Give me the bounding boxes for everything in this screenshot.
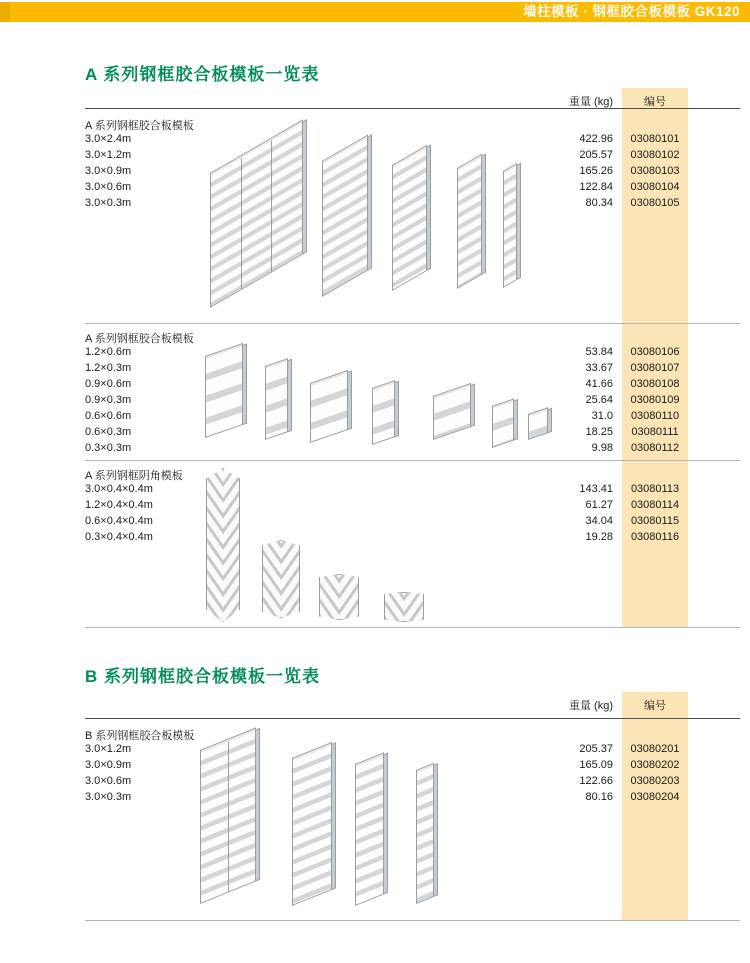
corner-formwork-panel-drawing — [384, 592, 424, 622]
weight-cell: 53.84 — [585, 346, 613, 358]
code-cell: 03080103 — [630, 165, 680, 177]
weight-cell: 34.04 — [585, 515, 613, 527]
weight-cell: 33.67 — [585, 362, 613, 374]
code-cell: 03080201 — [630, 743, 680, 755]
weight-cell: 9.98 — [591, 442, 613, 454]
code-cell: 03080105 — [630, 197, 680, 209]
code-cell: 03080107 — [630, 362, 680, 374]
banner-accent-block — [0, 2, 10, 22]
code-cell: 03080104 — [630, 181, 680, 193]
table-row — [85, 742, 740, 758]
weight-cell: 422.96 — [579, 133, 613, 145]
table-row — [85, 425, 740, 441]
table-row — [85, 345, 740, 361]
dimension-cell: 0.3×0.3m — [85, 442, 132, 454]
code-cell: 03080109 — [630, 394, 680, 406]
weight-cell: 61.27 — [585, 499, 613, 511]
group-label: A 系列钢框胶合板模板 — [85, 333, 194, 345]
weight-cell: 41.66 — [585, 378, 613, 390]
table-row — [85, 498, 740, 514]
table-row — [85, 409, 740, 425]
table-row — [85, 132, 740, 148]
code-cell: 03080203 — [630, 775, 680, 787]
weight-cell: 143.41 — [579, 483, 613, 495]
dimension-cell: 0.9×0.6m — [85, 378, 132, 390]
dimension-cell: 1.2×0.6m — [85, 346, 132, 358]
weight-cell: 165.26 — [579, 165, 613, 177]
table-row — [85, 441, 740, 457]
dimension-cell: 3.0×2.4m — [85, 133, 132, 145]
dimension-cell: 3.0×0.3m — [85, 791, 132, 803]
code-cell: 03080106 — [630, 346, 680, 358]
dimension-cell: 1.2×0.3m — [85, 362, 132, 374]
dimension-cell: 3.0×1.2m — [85, 743, 132, 755]
dimension-cell: 3.0×1.2m — [85, 149, 132, 161]
code-cell: 03080202 — [630, 759, 680, 771]
code-cell: 03080113 — [630, 483, 680, 495]
table-row — [85, 377, 740, 393]
code-cell: 03080101 — [630, 133, 680, 145]
table-group-label — [85, 329, 740, 345]
table-group-label — [85, 466, 740, 482]
code-cell: 03080115 — [630, 515, 680, 527]
code-cell: 03080112 — [630, 442, 680, 454]
code-cell: 03080204 — [630, 791, 680, 803]
table-row — [85, 790, 740, 806]
table-a-bottom-rule — [85, 627, 740, 628]
table-row — [85, 482, 740, 498]
table-row — [85, 530, 740, 546]
table-a-separator-1 — [85, 323, 740, 324]
weight-cell: 31.0 — [591, 410, 613, 422]
weight-cell: 205.57 — [579, 149, 613, 161]
table-b-bottom-rule — [85, 920, 740, 921]
code-cell: 03080114 — [630, 499, 680, 511]
top-banner — [0, 2, 750, 22]
dimension-cell: 1.2×0.4×0.4m — [85, 499, 153, 511]
table-b-header-rule — [85, 718, 740, 719]
corner-formwork-panel-drawing — [319, 574, 359, 620]
table-group-label — [85, 726, 740, 742]
table-row — [85, 180, 740, 196]
dimension-cell: 0.6×0.3m — [85, 426, 132, 438]
weight-cell: 18.25 — [585, 426, 613, 438]
dimension-cell: 3.0×0.6m — [85, 181, 132, 193]
corner-formwork-panel-drawing — [262, 540, 300, 618]
code-cell: 03080111 — [631, 426, 679, 438]
table-a-separator-2 — [85, 460, 740, 461]
table-row — [85, 393, 740, 409]
dimension-cell: 3.0×0.9m — [85, 165, 132, 177]
dimension-cell: 0.6×0.6m — [85, 410, 132, 422]
table-a-header-row — [85, 92, 740, 108]
weight-column-header: 重量 (kg) — [569, 96, 613, 108]
table-row — [85, 758, 740, 774]
table-row — [85, 148, 740, 164]
weight-cell: 80.34 — [585, 197, 613, 209]
section-b-title: B 系列钢框胶合板模板一览表 — [85, 667, 320, 686]
weight-cell: 205.37 — [579, 743, 613, 755]
table-row — [85, 774, 740, 790]
group-label: A 系列钢框阴角模板 — [85, 470, 183, 482]
banner-title: 墙柱模板 · 钢框胶合板模板 GK120 — [522, 4, 740, 19]
code-cell: 03080108 — [630, 378, 680, 390]
table-row — [85, 164, 740, 180]
weight-cell: 25.64 — [585, 394, 613, 406]
table-group-label — [85, 116, 740, 132]
weight-cell: 122.84 — [579, 181, 613, 193]
dimension-cell: 3.0×0.4×0.4m — [85, 483, 153, 495]
code-cell: 03080102 — [630, 149, 680, 161]
table-b-header-row — [85, 696, 740, 712]
dimension-cell: 3.0×0.6m — [85, 775, 132, 787]
code-column-header: 编号 — [644, 700, 666, 712]
code-cell: 03080116 — [630, 531, 680, 543]
dimension-cell: 0.3×0.4×0.4m — [85, 531, 153, 543]
group-label: B 系列钢框胶合板模板 — [85, 730, 195, 742]
weight-cell: 165.09 — [579, 759, 613, 771]
dimension-cell: 0.6×0.4×0.4m — [85, 515, 153, 527]
weight-cell: 19.28 — [585, 531, 613, 543]
weight-column-header: 重量 (kg) — [569, 700, 613, 712]
code-column-header: 编号 — [644, 96, 666, 108]
weight-cell: 80.16 — [585, 791, 613, 803]
code-cell: 03080110 — [630, 410, 680, 422]
group-label: A 系列钢框胶合板模板 — [85, 120, 194, 132]
table-row — [85, 514, 740, 530]
table-row — [85, 361, 740, 377]
table-row — [85, 196, 740, 212]
dimension-cell: 0.9×0.3m — [85, 394, 132, 406]
section-a-title: A 系列钢框胶合板模板一览表 — [85, 65, 320, 84]
weight-cell: 122.66 — [579, 775, 613, 787]
dimension-cell: 3.0×0.3m — [85, 197, 132, 209]
dimension-cell: 3.0×0.9m — [85, 759, 132, 771]
